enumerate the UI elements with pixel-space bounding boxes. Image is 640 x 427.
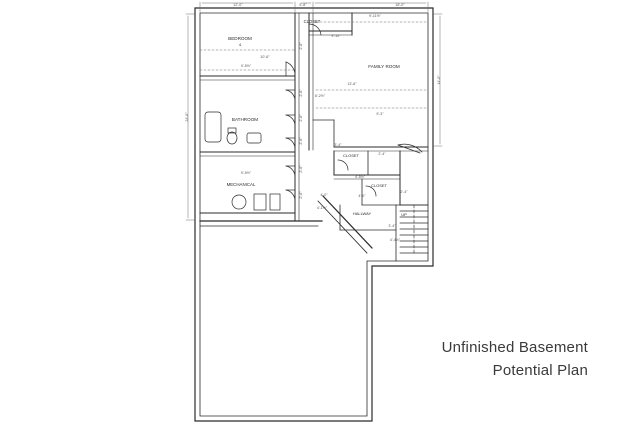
room-label-bathroom: BATHROOM xyxy=(231,117,259,122)
dimension-text: 2'-6" xyxy=(299,191,303,199)
dimension-text: 4'-0" xyxy=(320,193,328,197)
room-label-closet-lower: CLOSET xyxy=(370,183,388,188)
room-label-bedroom: BEDROOM xyxy=(228,36,252,41)
dimension-text: 9'-11½" xyxy=(369,14,381,18)
dimension-text: 2'-4" xyxy=(400,190,408,194)
room-labels xyxy=(227,19,408,217)
room-label-mechanical: MECHANICAL xyxy=(226,182,256,187)
dimension-text: 4'-5½" xyxy=(354,175,366,179)
plan-caption xyxy=(442,336,588,382)
dimension-text: 2'-6" xyxy=(299,137,303,145)
dimension-text: 3'-4" xyxy=(334,143,342,147)
dimension-text: 8'-2½" xyxy=(314,94,326,98)
dimension-text: 9'-5½" xyxy=(240,171,252,175)
dimension-text: 9'-10" xyxy=(331,34,341,38)
dimension-text: 2'-8" xyxy=(299,89,303,97)
room-label-closet-mid: CLOSET xyxy=(342,153,360,158)
dimension-text: 2'-4" xyxy=(378,152,386,156)
room-label-stairs-up: UP xyxy=(401,212,407,217)
dimension-text: 18'-0" xyxy=(395,3,405,7)
room-label-closet-top: CLOSET xyxy=(303,19,321,24)
dimension-text: 4'-0" xyxy=(358,194,366,198)
room-label-hallway: HALLWAY xyxy=(352,211,372,216)
dimension-text: 9'-3" xyxy=(376,112,384,116)
room-label-bedroom-number: 4 xyxy=(238,42,242,47)
dimension-text: 9'-5½" xyxy=(240,64,252,68)
room-label-family-room: FAMILY ROOM xyxy=(368,64,400,69)
dimension-text: 4'-4½" xyxy=(389,238,401,242)
dimension-text: 2'-6" xyxy=(299,165,303,173)
dimension-text: 10'-6" xyxy=(260,55,270,59)
dimension-text: 24'-0" xyxy=(185,112,189,122)
dimension-text: 5'-8" xyxy=(299,3,307,7)
dimension-text: 13'-6" xyxy=(347,82,357,86)
dimension-text: 2'-6" xyxy=(299,114,303,122)
dimension-text: 14'-0" xyxy=(437,75,441,85)
plan-caption-line-1: Unfinished Basement xyxy=(441,339,588,356)
plan-caption-line-2: Potential Plan xyxy=(492,362,588,379)
dimension-text: 4'-1½" xyxy=(316,206,328,210)
dimension-text: 12'-0" xyxy=(233,3,243,7)
dimension-text: 2'-8" xyxy=(299,42,303,50)
dimension-text: 3'-4" xyxy=(388,224,396,228)
